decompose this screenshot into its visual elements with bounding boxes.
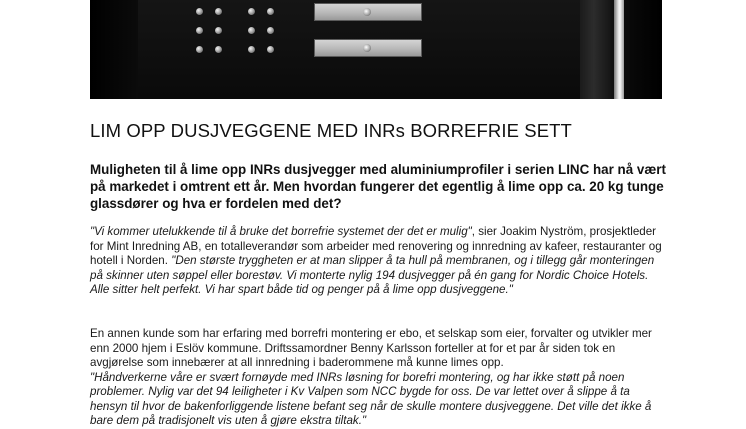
glass-door	[580, 0, 614, 99]
pin	[267, 46, 274, 53]
article-title: LIM OPP DUSJVEGGENE MED INRs BORREFRIE SETT	[90, 120, 572, 141]
pin	[248, 8, 255, 15]
quote-nystrom-intro: "Vi kommer utelukkende til å bruke det borrefrie systemet der det er mulig"	[90, 225, 472, 238]
screw	[363, 8, 371, 16]
quote-nystrom-main: "Den største tryggheten er at man slipper å ta hull på membranen, og i tillegg går monteringen på skinner uten søppel eller borestøv. Vi monterte nylig 194 dusjvegger på én gang for Nordic Choice Hotels. Alle sitter helt perfekt. Vi har spart både tid og penger på å lime opp dusjveggene."	[90, 254, 655, 296]
paragraph-1-text: , sier Joakim Nyström, prosjektleder for Mint Inredning AB, en totalleverandør som arbeider med renovering og innredning av kafeer, restauranter og hotell i Norden.	[90, 225, 662, 267]
hero-shadow-right	[624, 0, 662, 99]
pin	[196, 46, 203, 53]
pin	[196, 27, 203, 34]
paragraph-2-text: En annen kunde som har erfaring med borrefri montering er ebo, et selskap som eier, forvalter og utvikler mer enn 2000 hjem i Eslöv kommune. Driftssamordner Benny Karlsson forteller at for et par år siden tok en avgjørelse som innebærer at all innredning i baderommene må kunne limes opp.	[90, 327, 652, 369]
article-paragraph-2	[90, 327, 665, 429]
pin	[248, 27, 255, 34]
hero-photo	[90, 0, 662, 99]
mounting-pins-left	[196, 8, 222, 53]
pin	[248, 46, 255, 53]
shower-wall-panel	[138, 0, 580, 99]
pin	[267, 8, 274, 15]
pin	[215, 46, 222, 53]
mounting-plate-top	[314, 3, 422, 21]
pin	[215, 8, 222, 15]
quote-karlsson: "Håndverkerne våre er svært fornøyde med INRs løsning for borefri montering, og har ikke støtt på noen problemer. Nylig var det 94 leiligheter i Kv Valpen som NCC bygde for oss. De var lettet over å slippe å ta hensyn til hvor de bakenforliggende listene befant seg når de skulle montere dusjveggene. Det ville det ikke å bare dem på tradisjonelt vis uten å gjøre ekstra tiltak."	[90, 370, 652, 427]
pin	[267, 27, 274, 34]
article-lead: Muligheten til å lime opp INRs dusjvegger med aluminiumprofiler i serien LINC har nå vært på markedet i omtrent ett år. Men hvordan fungerer det egentlig å lime opp ca. 20 kg tunge glassdører og hva er fordelen med det?	[90, 162, 666, 211]
hero-shadow-left	[90, 0, 138, 99]
mounting-plate-bottom	[314, 39, 422, 57]
article-paragraph-1	[90, 225, 665, 298]
aluminium-profile	[614, 0, 624, 99]
screw	[363, 44, 371, 52]
mounting-pins-right	[248, 8, 274, 53]
pin	[215, 27, 222, 34]
pin	[196, 8, 203, 15]
